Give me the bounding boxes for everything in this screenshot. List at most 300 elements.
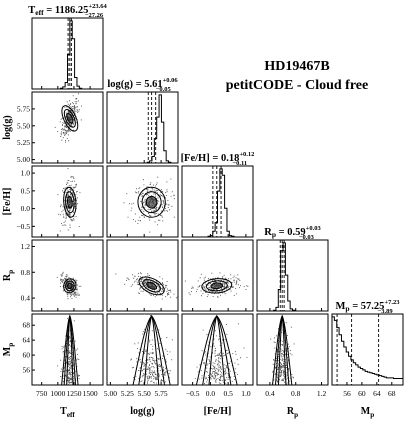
sample-point — [62, 273, 63, 274]
sample-point — [158, 329, 159, 330]
sample-point — [172, 339, 173, 340]
sample-point — [283, 379, 284, 380]
sample-point — [68, 351, 69, 352]
sample-point — [154, 372, 155, 373]
sample-point — [220, 295, 221, 296]
sample-point — [218, 297, 219, 298]
sample-point — [150, 182, 151, 183]
sample-point — [63, 346, 64, 347]
sample-point — [282, 360, 283, 361]
sample-point — [147, 383, 148, 384]
sample-point — [158, 358, 159, 359]
sample-point — [230, 274, 231, 275]
sample-point — [169, 204, 170, 205]
axis-label-feh — [2, 188, 13, 216]
sample-point — [215, 330, 216, 331]
sample-point — [156, 383, 157, 384]
sample-point — [73, 103, 74, 104]
sample-point — [287, 378, 288, 379]
sample-point — [146, 369, 147, 370]
sample-point — [230, 278, 231, 279]
sample-point — [142, 376, 143, 377]
sample-point — [151, 381, 152, 382]
sample-point — [61, 129, 62, 130]
sample-point — [276, 358, 277, 359]
x-tick-label: 56 — [343, 389, 351, 398]
sample-point — [155, 191, 156, 192]
sample-point — [163, 367, 164, 368]
sample-point — [148, 378, 149, 379]
sample-point — [234, 362, 235, 363]
param-title-value: = 5.61 — [132, 79, 163, 90]
sample-point — [185, 280, 186, 281]
sample-point — [135, 281, 136, 282]
sample-point — [291, 354, 292, 355]
sample-point — [152, 188, 153, 189]
param-title-err-minus: −0.11 — [232, 160, 248, 167]
sample-point — [209, 361, 210, 362]
sample-point — [158, 376, 159, 377]
sample-point — [162, 295, 163, 296]
sample-point — [154, 210, 155, 211]
sample-point — [280, 375, 281, 376]
sample-point — [144, 363, 145, 364]
sample-point — [78, 93, 79, 94]
sample-point — [70, 379, 71, 380]
sample-point — [137, 348, 138, 349]
sample-point — [219, 382, 220, 383]
sample-point — [192, 287, 193, 288]
sample-point — [134, 343, 135, 344]
sample-point — [70, 190, 71, 191]
sample-point — [152, 339, 153, 340]
sample-point — [283, 359, 284, 360]
sample-point — [165, 381, 166, 382]
sample-point — [138, 342, 139, 343]
sample-point — [63, 129, 64, 130]
sample-point — [281, 373, 282, 374]
axis-label-main: log(g) — [2, 115, 13, 140]
sample-point — [60, 360, 61, 361]
sample-point — [168, 207, 169, 208]
sample-point — [69, 185, 70, 186]
sample-point — [208, 294, 209, 295]
param-title-err-minus: −3.89 — [377, 308, 393, 315]
sample-point — [143, 179, 144, 180]
sample-point — [142, 215, 143, 216]
sample-point — [206, 368, 207, 369]
sample-point — [156, 213, 157, 214]
sample-point — [167, 293, 168, 294]
sample-point — [68, 384, 69, 385]
sample-point — [163, 369, 164, 370]
sample-point — [148, 209, 149, 210]
sample-point — [233, 280, 234, 281]
sample-point — [165, 368, 166, 369]
axis-label-sub: p — [294, 411, 299, 419]
x-tick-label: 60 — [358, 389, 366, 398]
axis-label-main: R — [2, 273, 13, 282]
sample-point — [220, 356, 221, 357]
sample-point — [149, 341, 150, 342]
axis-label-main: [Fe/H] — [2, 187, 13, 216]
sample-point — [221, 343, 222, 344]
x-tick-label: 1.0 — [241, 389, 251, 398]
sample-point — [236, 281, 237, 282]
sample-point — [167, 200, 168, 201]
sample-point — [215, 380, 216, 381]
sample-point — [166, 210, 167, 211]
sample-point — [156, 208, 157, 209]
axis-label-sub: p — [370, 411, 375, 419]
sample-point — [63, 210, 64, 211]
sample-point — [75, 371, 76, 372]
sample-point — [245, 289, 246, 290]
sample-point — [78, 359, 79, 360]
y-tick-label: 0.4 — [20, 293, 30, 303]
axis-label-sub: p — [7, 342, 15, 347]
x-tick-label: 1500 — [82, 389, 98, 398]
sample-point — [138, 188, 139, 189]
sample-point — [209, 287, 210, 288]
sample-point — [60, 136, 61, 137]
sample-point — [176, 297, 177, 298]
sample-point — [154, 371, 155, 372]
sample-point — [165, 285, 166, 286]
sample-point — [171, 206, 172, 207]
sample-point — [115, 273, 116, 274]
sample-point — [63, 290, 64, 291]
sample-point — [207, 296, 208, 297]
contour-0 — [146, 196, 158, 209]
sample-point — [70, 294, 71, 295]
sample-point — [78, 295, 79, 296]
sample-point — [69, 225, 70, 226]
sample-point — [220, 376, 221, 377]
sample-point — [68, 277, 69, 278]
sample-point — [151, 357, 152, 358]
panel-frame — [182, 240, 253, 311]
sample-point — [162, 380, 163, 381]
sample-point — [216, 368, 217, 369]
sample-point — [145, 199, 146, 200]
sample-point — [150, 372, 151, 373]
sample-point — [274, 342, 275, 343]
sample-point — [159, 289, 160, 290]
sample-point — [220, 371, 221, 372]
sample-point — [127, 277, 128, 278]
sample-point — [155, 293, 156, 294]
sample-point — [149, 370, 150, 371]
sample-point — [135, 376, 136, 377]
sample-point — [66, 184, 67, 185]
x-tick-label: 5.75 — [154, 389, 168, 398]
sample-point — [166, 181, 167, 182]
sample-point — [281, 367, 282, 368]
sample-point — [144, 353, 145, 354]
sample-point — [64, 222, 65, 223]
sample-point — [70, 374, 71, 375]
sample-point — [167, 211, 168, 212]
sample-point — [151, 376, 152, 377]
sample-point — [62, 348, 63, 349]
sample-point — [70, 193, 71, 194]
sample-point — [172, 191, 173, 192]
sample-point — [66, 130, 67, 131]
sample-point — [153, 372, 154, 373]
sample-point — [159, 366, 160, 367]
sample-point — [74, 108, 75, 109]
param-title-logg — [107, 77, 178, 93]
sample-point — [204, 287, 205, 288]
y-tick-label: 5.75 — [16, 104, 30, 114]
sample-point — [152, 346, 153, 347]
sample-point — [224, 368, 225, 369]
sample-point — [140, 201, 141, 202]
sample-point — [60, 230, 61, 231]
sample-point — [152, 352, 153, 353]
sample-point — [76, 216, 77, 217]
sample-point — [152, 189, 153, 190]
sample-point — [143, 278, 144, 279]
sample-point — [70, 106, 71, 107]
sample-point — [230, 371, 231, 372]
panel-mp-teff — [23, 309, 104, 398]
sample-point — [161, 288, 162, 289]
sample-point — [79, 286, 80, 287]
sample-point — [136, 358, 137, 359]
sample-point — [238, 323, 239, 324]
axis-label-main: R — [286, 406, 295, 417]
sample-point — [152, 370, 153, 371]
sample-point — [281, 370, 282, 371]
sample-point — [152, 353, 153, 354]
sample-point — [220, 374, 221, 375]
sample-point — [164, 210, 165, 211]
sample-point — [68, 358, 69, 359]
sample-point — [216, 379, 217, 380]
sample-point — [67, 180, 68, 181]
sample-point — [235, 354, 236, 355]
sample-point — [149, 369, 150, 370]
sample-point — [150, 344, 151, 345]
sample-point — [73, 177, 74, 178]
sample-point — [283, 380, 284, 381]
sample-point — [162, 282, 163, 283]
sample-point — [270, 339, 271, 340]
sample-point — [60, 205, 61, 206]
sample-point — [136, 192, 137, 193]
sample-point — [149, 372, 150, 373]
sample-point — [72, 181, 73, 182]
sample-point — [221, 372, 222, 373]
sample-point — [145, 282, 146, 283]
x-tick-label: −0.5 — [185, 389, 200, 398]
sample-point — [69, 369, 70, 370]
sample-point — [58, 214, 59, 215]
sample-point — [283, 365, 284, 366]
sample-point — [236, 284, 237, 285]
sample-point — [226, 324, 227, 325]
sample-point — [215, 350, 216, 351]
sample-point — [283, 354, 284, 355]
param-title-err-plus: +0.03 — [305, 225, 321, 232]
sample-point — [75, 103, 76, 104]
sample-point — [142, 375, 143, 376]
sample-point — [163, 370, 164, 371]
sample-point — [63, 351, 64, 352]
sample-point — [156, 207, 157, 208]
sample-point — [161, 215, 162, 216]
x-tick-label: 0.4 — [265, 389, 275, 398]
sample-point — [161, 380, 162, 381]
sample-point — [228, 373, 229, 374]
sample-point — [69, 341, 70, 342]
sample-point — [162, 204, 163, 205]
sample-point — [63, 216, 64, 217]
sample-point — [74, 105, 75, 106]
sample-point — [160, 370, 161, 371]
sample-point — [211, 378, 212, 379]
sample-point — [228, 352, 229, 353]
panel-frame — [332, 314, 403, 385]
x-tick-label: 750 — [36, 389, 48, 398]
sample-point — [217, 373, 218, 374]
sample-point — [79, 226, 80, 227]
sample-point — [71, 295, 72, 296]
sample-point — [219, 272, 220, 273]
sample-point — [212, 373, 213, 374]
sample-point — [225, 369, 226, 370]
sample-point — [65, 126, 66, 127]
sample-point — [214, 368, 215, 369]
sample-point — [153, 366, 154, 367]
sample-point — [147, 190, 148, 191]
sample-point — [215, 375, 216, 376]
sample-point — [286, 322, 287, 323]
sample-point — [67, 293, 68, 294]
sample-point — [173, 294, 174, 295]
sample-point — [234, 379, 235, 380]
sample-point — [225, 379, 226, 380]
sample-point — [73, 378, 74, 379]
sample-point — [156, 190, 157, 191]
sample-point — [218, 370, 219, 371]
sample-point — [225, 339, 226, 340]
sample-point — [155, 213, 156, 214]
sample-point — [232, 381, 233, 382]
sample-point — [272, 371, 273, 372]
sample-point — [162, 358, 163, 359]
sample-point — [133, 219, 134, 220]
sample-point — [233, 277, 234, 278]
sample-point — [70, 372, 71, 373]
sample-point — [227, 379, 228, 380]
sample-point — [72, 108, 73, 109]
sample-point — [155, 196, 156, 197]
sample-point — [144, 283, 145, 284]
sample-point — [60, 280, 61, 281]
sample-point — [216, 372, 217, 373]
x-tick-label: 0.0 — [205, 389, 216, 398]
sample-point — [67, 101, 68, 102]
sample-point — [291, 374, 292, 375]
panel-feh-logg — [107, 166, 182, 245]
corner-panels — [2, 3, 403, 419]
sample-point — [160, 366, 161, 367]
sample-point — [163, 290, 164, 291]
param-title-name: M — [335, 301, 346, 312]
sample-point — [198, 280, 199, 281]
sample-point — [139, 293, 140, 294]
sample-point — [162, 288, 163, 289]
sample-point — [153, 185, 154, 186]
sample-point — [287, 312, 288, 313]
sample-point — [160, 194, 161, 195]
sample-point — [61, 131, 62, 132]
sample-point — [143, 362, 144, 363]
x-tick-label: 1.2 — [316, 389, 327, 398]
sample-point — [168, 370, 169, 371]
sample-point — [207, 285, 208, 286]
sample-point — [202, 293, 203, 294]
sample-point — [75, 341, 76, 342]
sample-point — [163, 202, 164, 203]
contour-0 — [211, 283, 223, 289]
sample-point — [141, 380, 142, 381]
sample-point — [148, 366, 149, 367]
sample-point — [136, 279, 137, 280]
y-tick-label: 0.5 — [20, 186, 30, 196]
sample-point — [71, 220, 72, 221]
sample-point — [149, 275, 150, 276]
sample-point — [70, 353, 71, 354]
sample-point — [284, 374, 285, 375]
sample-point — [286, 374, 287, 375]
sample-point — [137, 284, 138, 285]
sample-point — [79, 378, 80, 379]
sample-point — [150, 184, 151, 185]
sample-point — [139, 217, 140, 218]
sample-point — [226, 350, 227, 351]
sample-point — [142, 291, 143, 292]
sample-point — [148, 281, 149, 282]
sample-point — [281, 351, 282, 352]
sample-point — [154, 382, 155, 383]
sample-point — [152, 330, 153, 331]
sample-point — [215, 356, 216, 357]
sample-point — [77, 294, 78, 295]
sample-point — [132, 274, 133, 275]
sample-point — [74, 181, 75, 182]
sample-point — [61, 140, 62, 141]
sample-point — [225, 284, 226, 285]
sample-point — [215, 282, 216, 283]
y-tick-label: 0.0 — [20, 204, 30, 214]
sample-point — [138, 273, 139, 274]
sample-point — [278, 356, 279, 357]
sample-point — [61, 274, 62, 275]
sample-point — [131, 210, 132, 211]
sample-point — [57, 277, 58, 278]
sample-point — [283, 372, 284, 373]
param-title-teff — [28, 3, 107, 19]
sample-point — [169, 290, 170, 291]
sample-point — [60, 121, 61, 122]
sample-point — [215, 361, 216, 362]
axis-label-logg — [2, 115, 13, 139]
sample-point — [147, 362, 148, 363]
